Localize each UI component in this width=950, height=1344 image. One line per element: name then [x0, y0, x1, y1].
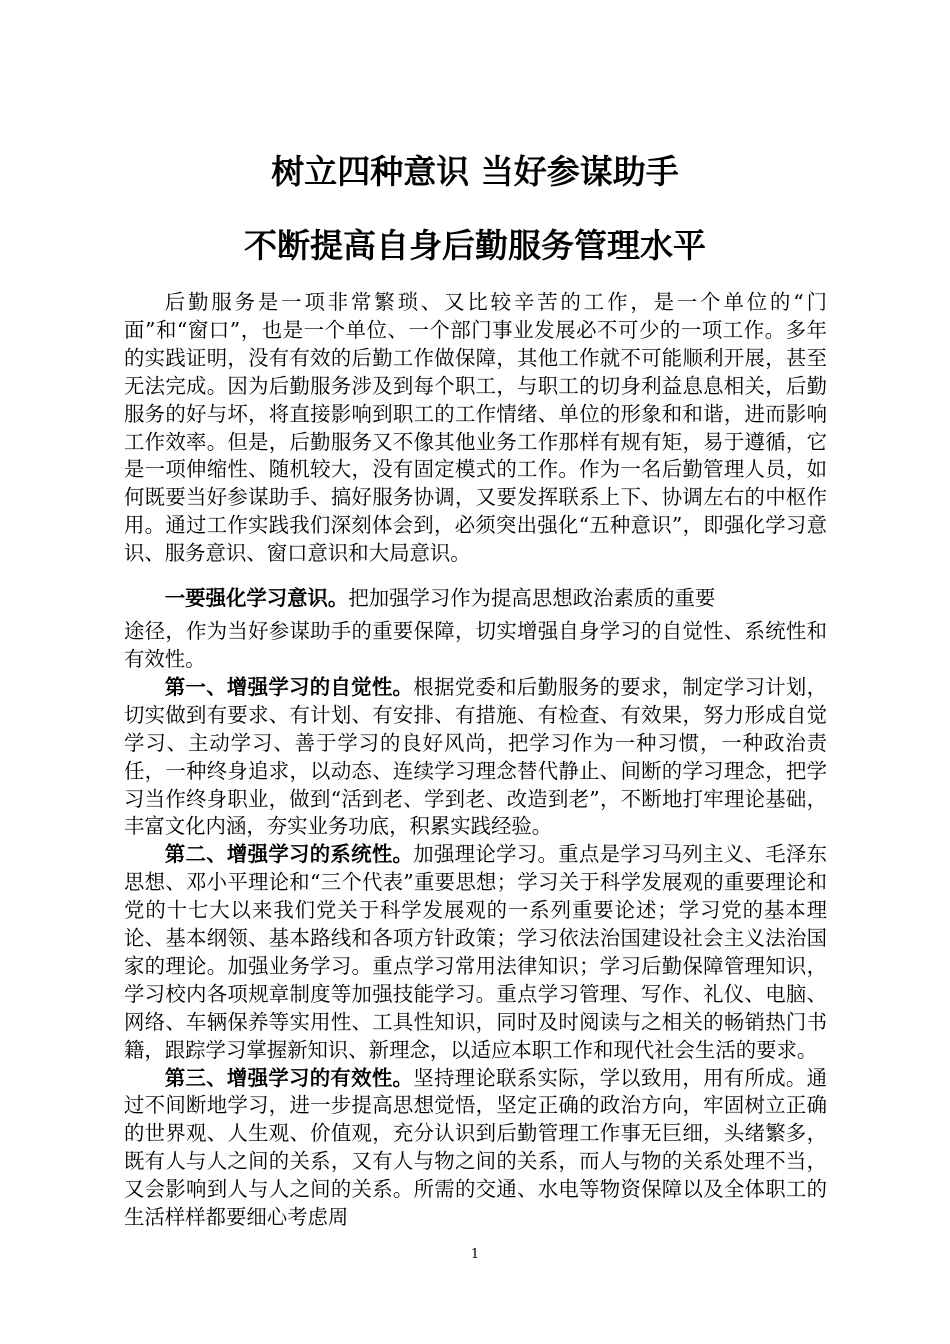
- point-three-heading: 第三、增强学习的有效性。: [164, 1065, 414, 1090]
- page-number: 1: [470, 1247, 480, 1262]
- intro-paragraph-text: 后勤服务是一项非常繁琐、又比较辛苦的工作，是一个单位的“门面”和“窗口”，也是一个单位、一个部门事业发展必不可少的一项工作。多年的实践证明，没有有效的后勤工作做保障，其他工作就不可能顺利开展，甚至无法完成。因为后勤服务涉及到每个职工，与职工的切身利益息息相关，后勤服务的好与坏，将直接影响到职工的工作情绪、单位的形象和和谐，进而影响工作效率。但是，后勤服务又不像其他业务工作那样有规有矩，易于遵循，它是一项伸缩性、随机较大，没有固定模式的工作。作为一名后勤管理人员，如何既要当好参谋助手、搞好服务协调，又要发挥联系上下、协调左右的中枢作用。通过工作实践我们深刻体会到，必须突出强化“五种意识”，即强化学习意识、服务意识、窗口意识和大局意识。: [124, 290, 827, 566]
- section-paragraph-text: 途径，作为当好参谋助手的重要保障，切实增强自身学习的自觉性、系统性和有效性。: [124, 619, 827, 671]
- document-title-line-2: 不断提高自身后勤服务管理水平: [244, 226, 706, 265]
- point-two-text: 加强理论学习。重点是学习马列主义、毛泽东思想、邓小平理论和“三个代表”重要思想；学习关于科学发展观的重要理论和党的十七大以来我们党关于科学发展观的一系列重要论述；学习党的基本理论、基本纲领、基本路线和各项方针政策；学习依法治国建设社会主义法治国家的理论。加强业务学习。重点学习常用法律知识；学习后勤保障管理知识，学习校内各项规章制度等加强技能学习。重点学习管理、写作、礼仪、电脑、网络、车辆保养等实用性、工具性知识，同时及时阅读与之相关的畅销热门书籍，跟踪学习掌握新知识、新理念，以适应本职工作和现代社会生活的要求。: [124, 842, 828, 1062]
- section-first-line-text: 把加强学习作为提高思想政治素质的重要: [348, 586, 716, 611]
- point-two-paragraph: [124, 841, 827, 1064]
- document-body: [124, 289, 827, 1232]
- point-three-text: 坚持理论联系实际，学以致用，用有所成。通过不间断地学习，进一步提高思想觉悟，坚定正确的政治方向，牢固树立正确的世界观、人生观、价值观，充分认识到后勤管理工作事无巨细，头绪繁多，既有人与人之间的关系，又有人与物之间的关系，而人与物的关系处理不当，又会影响到人与人之间的关系。所需的交通、水电等物资保障以及全体职工的生活样样都要细心考虑周: [124, 1065, 828, 1230]
- document-title-line-1: 树立四种意识 当好参谋助手: [271, 152, 679, 191]
- section-heading: 一要强化学习意识。: [164, 586, 349, 611]
- point-one-heading: 第一、增强学习的自觉性。: [164, 674, 414, 699]
- point-three-paragraph: [124, 1065, 827, 1232]
- point-one-text: 根据党委和后勤服务的要求，制定学习计划，切实做到有要求、有计划、有安排、有措施、有检查、有效果，努力形成自觉学习、主动学习、善于学习的良好风尚，把学习作为一种习惯，一种政治责任，一种终身追求，以动态、连续学习理念替代静止、间断的学习理念，把学习当作终身职业，做到“活到老、学到老、改造到老”，不断地打牢理论基础，丰富文化内涵，夯实业务功底，积累实践经验。: [124, 674, 828, 839]
- section-first-line: [124, 578, 827, 618]
- section-learning-awareness-paragraph: [124, 578, 827, 674]
- point-two-heading: 第二、增强学习的系统性。: [164, 842, 414, 867]
- point-one-paragraph: [124, 674, 827, 841]
- intro-paragraph: [124, 289, 827, 568]
